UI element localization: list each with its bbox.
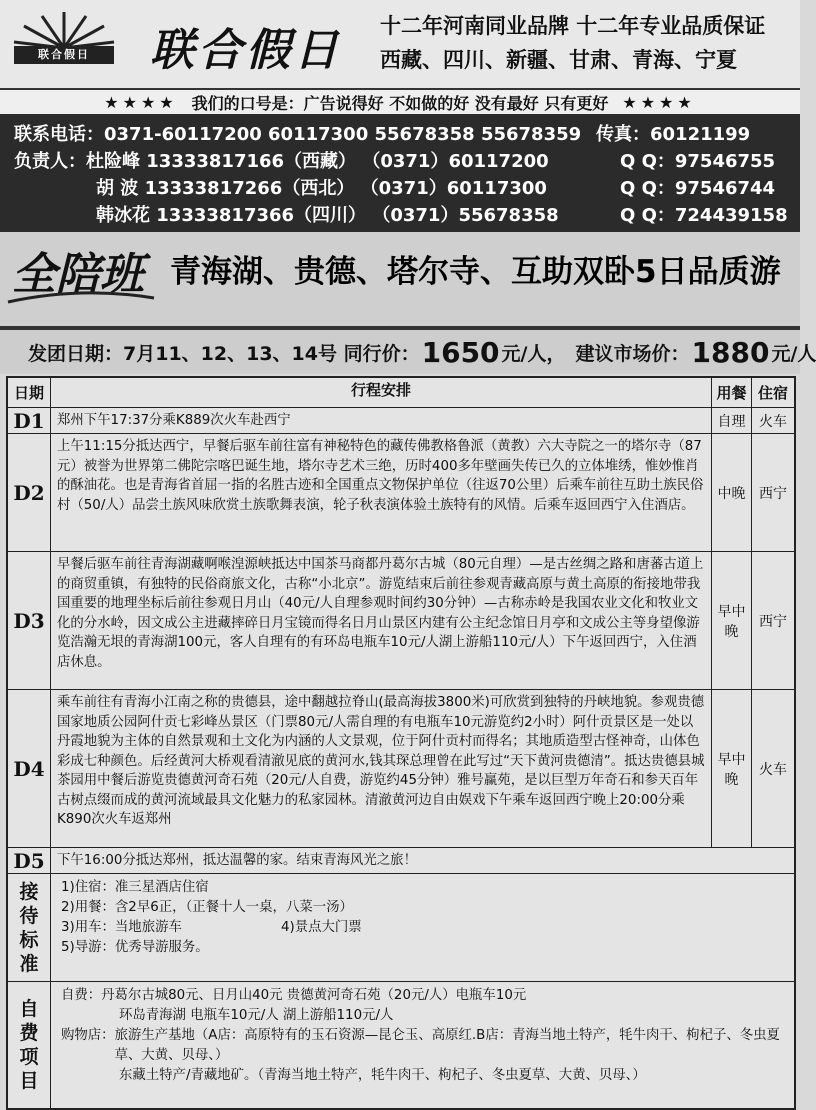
selfpay-content: [51, 982, 794, 1108]
day-plan: 下午16:00分抵达郑州，抵达温馨的家。结束青海风光之旅！: [57, 853, 417, 868]
manager-name: 韩冰花: [96, 205, 150, 226]
manager-office: （0371）55678358: [372, 205, 559, 226]
label-char: 费: [19, 1022, 39, 1044]
day-plan: 乘车前往有青海小江南之称的贵德县，途中翻越拉脊山(最高海拔3800米)可欣赏到独特的丹峡地貌。参观贵德国家地质公园阿什贡七彩峰丛景区（门票80元/人需自理的有电瓶车10元游览约2小时）阿什贡景区是一处以丹霞地貌为主体的自然景观和土文化为内涵的人文景观，位于阿什贡村而得名；其地质造型古怪神奇，山体色彩成七种颜色。后经黄河大桥观看清澈见底的黄河水,钱其琛总理曾在此写过“天下黄河贵德清”。抵达贵德县城茶园用中餐后游览贵德黄河奇石苑（20元/人自费，游览约45分钟）雅号赢苑，是以巨型万年奇石和参天百年古树点缀而成的黄河流域最具文化魅力的私家园林。清澈黄河边自由娱戏下午乘车返回西宁晚上20:00分乘K890次火车返郑州: [51, 690, 712, 847]
day-meal: 中晚: [712, 434, 752, 551]
standards-label: [8, 874, 51, 981]
manager-row: [96, 201, 559, 227]
manager-name: 胡 波: [96, 178, 139, 199]
contact-phone-line: [14, 120, 581, 146]
departure-label: 发团日期：7月11、12、13、14号 同行价：: [28, 342, 420, 365]
market-price: 1880: [691, 335, 770, 369]
itinerary-table: [6, 376, 796, 1110]
logo-badge-text: 联合假日: [38, 48, 90, 61]
day-meal: 早中晚: [712, 690, 752, 847]
table-row: [8, 408, 794, 434]
table-row: [8, 552, 794, 690]
day-meal: 早中晚: [712, 552, 752, 689]
phone-label: 联系电话：: [14, 124, 104, 145]
label-char: 目: [19, 1070, 39, 1092]
day-label: D2: [8, 434, 51, 551]
full-escort-logo: 全陪班: [12, 249, 144, 300]
label-char: 接: [19, 880, 39, 903]
manager-qq: [620, 147, 775, 173]
day-label: D4: [8, 690, 51, 847]
header: [0, 0, 800, 88]
fax-label: 传真：: [596, 124, 650, 145]
label-char: 标: [19, 928, 39, 951]
tagline-regions: 西藏、四川、新疆、甘肃、青海、宁夏: [380, 48, 737, 72]
swoosh-icon: [6, 290, 156, 306]
table-row: [8, 690, 794, 848]
header-day: 日期: [8, 378, 51, 407]
manager-qq: [620, 201, 788, 227]
market-price-label: 建议市场价：: [575, 342, 690, 365]
table-row: [8, 434, 794, 552]
selfpay-label: [8, 982, 51, 1108]
header-plan: 行程安排: [51, 378, 712, 407]
day-plan: 郑州下午17:37分乘K889次火车赴西宁: [51, 408, 712, 433]
day-hotel: 西宁: [759, 613, 787, 630]
shop-items-2: 东藏土特产/青藏地矿。（青海当地土特产，牦牛肉干、枸杞子、冬虫夏草、大黄、贝母、）: [119, 1068, 646, 1083]
slogan-text: 我们的口号是：广告说得好 不如做的好 没有最好 只有更好: [191, 93, 609, 113]
shop-label: 购物店：: [61, 1028, 115, 1043]
qq-label: Q Q：: [620, 205, 675, 226]
standard-vehicle: 3)用车：当地旅游车: [61, 920, 182, 935]
table-header: [8, 378, 794, 408]
slogan-bar: [0, 88, 800, 114]
market-price-unit: 元/人: [771, 342, 816, 365]
contact-panel: [0, 114, 800, 232]
fees-label: 自费：: [61, 988, 102, 1003]
qq-number: 97546755: [674, 151, 776, 172]
table-row: [8, 848, 794, 874]
fees-items: 丹葛尔古城80元、日月山40元 贵德黄河奇石苑（20元/人）电瓶车10元: [101, 988, 527, 1003]
day-hotel: 火车: [759, 761, 787, 778]
header-meal: 用餐: [712, 378, 752, 407]
fax: [596, 120, 750, 146]
reception-standards: [8, 874, 794, 982]
tagline-brand: 十二年河南同业品牌 十二年专业品质保证: [380, 14, 766, 38]
fax-number: 60121199: [650, 124, 751, 145]
manager-office: （0371）60117300: [360, 178, 547, 199]
shop-items: 旅游生产基地（A店：高原特有的玉石资源—昆仑玉、高原红.B店：青海当地土特产，牦牛肉干、枸杞子、冬虫夏草、大黄、贝母、）: [114, 1028, 780, 1063]
manager-mobile: 13333817266（西北）: [144, 178, 355, 199]
standard-guide: 5)导游：优秀导游服务。: [61, 940, 209, 955]
peer-price: 1650: [421, 335, 500, 369]
manager-qq: [620, 174, 775, 200]
standards-content: [51, 874, 794, 981]
shop-line: [61, 1026, 784, 1066]
label-char: 自: [19, 998, 39, 1020]
departure-price-bar: [0, 326, 816, 374]
manager-label: 负责人：: [14, 151, 86, 172]
manager-mobile: 13333817366（四川）: [156, 205, 367, 226]
qq-number: 97546744: [674, 178, 776, 199]
label-char: 项: [19, 1046, 39, 1068]
standard-tickets: 4)景点大门票: [281, 920, 362, 935]
day-plan: 早餐后驱车前往青海湖藏啊喉湟源峡抵达中国茶马商都丹葛尔古城（80元自理）—是古丝绸之路和唐蕃古道上的商贸重镇，有独特的民俗商旅文化，古称“小北京”。游览结束后前往参观青藏高原与黄土高原的衔接地带我国重要的地理坐标后前往参观日月山（40元/人自理参观时间约30分钟）—古称赤岭是我国农业文化和牧业文化的分水岭，因文成公主进藏摔碎日月宝镜而得名日月山景区内建有公主纪念馆日月亭和文成公主等身望像游览浩瀚无垠的青海湖100元，客人自理有的有环岛电瓶车10元/人湖上游船110元/人）下午返回西宁，入住酒店休息。: [51, 552, 712, 689]
manager-mobile: 13333817166（西藏）: [146, 151, 357, 172]
manager-row: [96, 174, 547, 200]
day-meal: 自理: [712, 408, 752, 433]
day-label: D5: [8, 848, 51, 873]
fees-line: [61, 986, 784, 1006]
sunburst-logo-icon: [8, 8, 120, 78]
peer-price-unit: 元/人，: [501, 342, 566, 365]
self-paid-items: [8, 982, 794, 1108]
qq-number: 724439158: [674, 205, 788, 226]
brand-name: 联合假日: [150, 25, 342, 76]
label-char: 准: [19, 952, 39, 975]
tour-title: 青海湖、贵德、塔尔寺、互助双卧5日品质游: [170, 254, 781, 290]
standard-meals: 2)用餐：含2早6正，（正餐十人一桌，八菜一汤）: [61, 900, 353, 915]
qq-label: Q Q：: [620, 178, 675, 199]
label-char: 待: [19, 904, 39, 927]
standard-vehicle-tickets: [61, 918, 784, 938]
stars-right-icon: ★★★★: [622, 92, 696, 112]
day-plan: 上午11:15分抵达西宁，早餐后驱车前往富有神秘特色的藏传佛教格鲁派（黄教）六大寺院之一的塔尔寺（87元）被誉为世界第二佛陀宗喀巴诞生地，塔尔寺艺术三绝，历时400多年壁画失传已久的立体堆绣，惟妙惟肖的酥油花。也是青海省首屈一指的名胜古迹和全国重点文物保护单位（往返70公里）后乘车前往互助土族民俗村（50/人）品尝土族风味欣赏土族歌舞表演，轮子秋表演体验土族特有的风情。后乘车返回西宁入住酒店。: [51, 434, 712, 551]
manager-office: （0371）60117200: [362, 151, 549, 172]
day-label: D3: [8, 552, 51, 689]
tour-banner: [0, 232, 800, 326]
fees-items-2: 环岛青海湖 电瓶车10元/人 湖上游船110元/人: [119, 1008, 394, 1023]
qq-label: Q Q：: [620, 151, 675, 172]
phone-numbers: 0371-60117200 60117300 55678358 55678359: [104, 124, 582, 145]
manager-row: [14, 147, 549, 173]
standard-lodging: 1)住宿：准三星酒店住宿: [61, 880, 209, 895]
stars-left-icon: ★★★★: [104, 92, 178, 112]
header-hotel: 住宿: [757, 384, 788, 402]
day-label: D1: [8, 408, 51, 433]
manager-name: 杜险峰: [86, 151, 140, 172]
day-hotel: 西宁: [759, 485, 787, 502]
day-hotel: 火车: [759, 413, 787, 430]
